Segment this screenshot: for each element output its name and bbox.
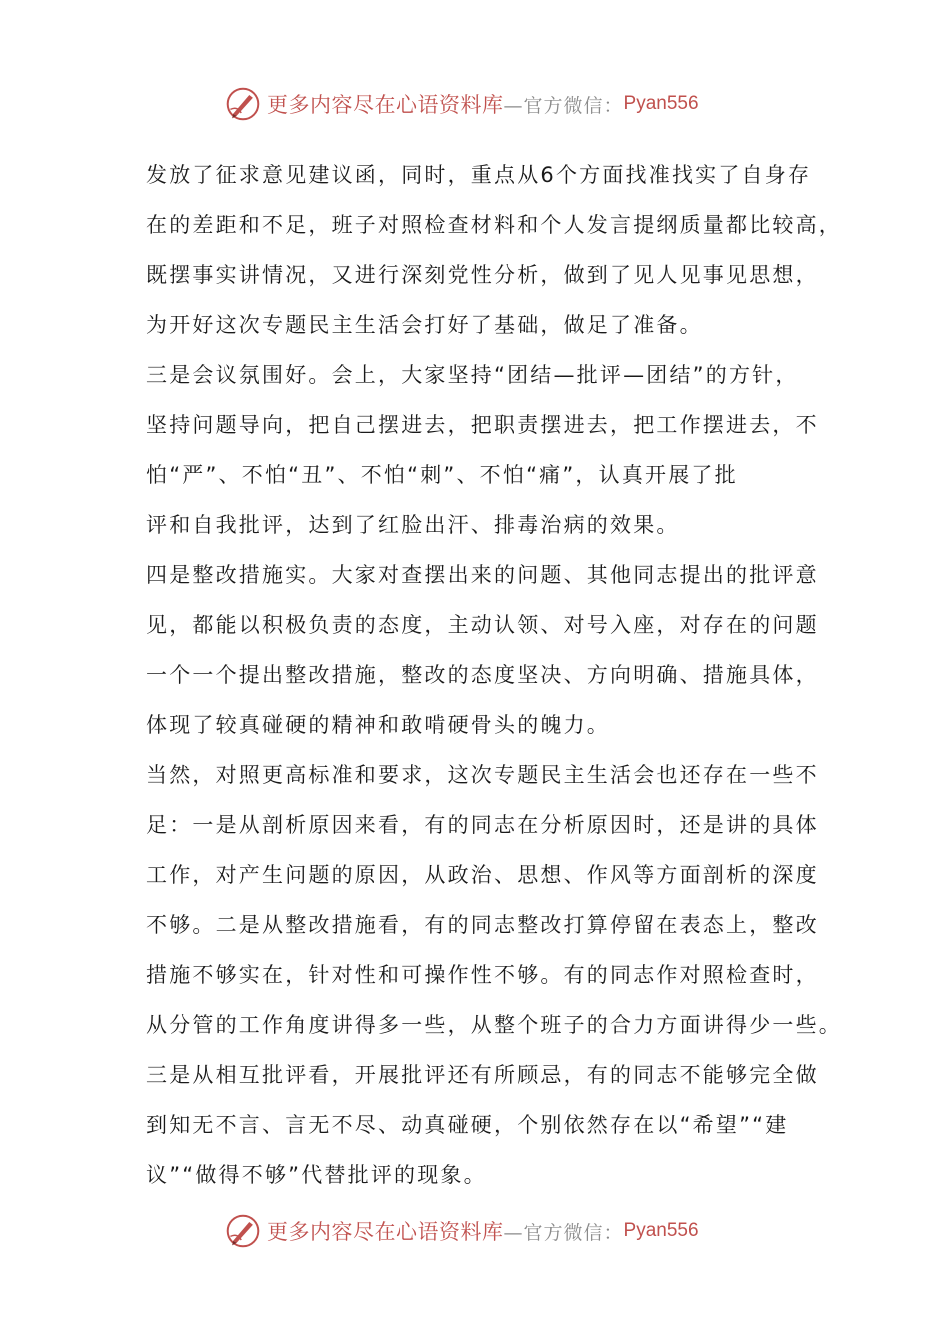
text-line: 工作，对产生问题的原因，从政治、思想、作风等方面剖析的深度: [146, 863, 819, 887]
text-line: 体现了较真碰硬的精神和敢啃硬骨头的魄力。: [146, 713, 610, 737]
text-line: 坚持问题导向，把自己摆进去，把职责摆进去，把工作摆进去，不: [146, 413, 819, 437]
banner-wechat-id: Pyan556: [623, 1220, 699, 1241]
text-line: 三是从相互批评看，开展批评还有所顾忌，有的同志不能够完全做: [146, 1063, 819, 1087]
pen-logo-icon: [225, 1213, 261, 1249]
header-banner: [225, 82, 699, 126]
text-line: 怕“严”、不怕“丑”、不怕“刺”、不怕“痛”，认真开展了批: [146, 463, 738, 487]
banner-subtitle: —官方微信：: [503, 94, 624, 117]
banner-subtitle: —官方微信：: [503, 1221, 624, 1244]
text-line: 在的差距和不足，班子对照检查材料和个人发言提纲质量都比较高，: [146, 213, 842, 237]
text-line: 发放了征求意见建议函，同时，重点从6个方面找准找实了自身存: [146, 163, 812, 187]
body-text: [146, 150, 842, 1200]
text-line: 评和自我批评，达到了红脸出汗、排毒治病的效果。: [146, 513, 680, 537]
text-line: 足：一是从剖析原因来看，有的同志在分析原因时，还是讲的具体: [146, 813, 819, 837]
text-line: 议”“做得不够”代替批评的现象。: [146, 1163, 487, 1187]
footer-banner: [225, 1209, 699, 1253]
text-line: 当然，对照更高标准和要求，这次专题民主生活会也还存在一些不: [146, 763, 819, 787]
pen-logo-icon: [225, 86, 261, 122]
text-line: 见，都能以积极负责的态度，主动认领、对号入座，对存在的问题: [146, 613, 819, 637]
text-line: 到知无不言、言无不尽、动真碰硬，个别依然存在以“希望”“建: [146, 1113, 789, 1137]
text-line: 既摆事实讲情况，又进行深刻党性分析，做到了见人见事见思想，: [146, 263, 819, 287]
banner-title: 更多内容尽在心语资料库: [267, 1220, 504, 1244]
text-line: 一个一个提出整改措施，整改的态度坚决、方向明确、措施具体，: [146, 663, 819, 687]
text-line: 从分管的工作角度讲得多一些，从整个班子的合力方面讲得少一些。: [146, 1013, 842, 1037]
text-line: 不够。二是从整改措施看，有的同志整改打算停留在表态上，整改: [146, 913, 819, 937]
text-line: 为开好这次专题民主生活会打好了基础，做足了准备。: [146, 313, 703, 337]
banner-wechat-id: Pyan556: [623, 93, 699, 114]
text-line: 措施不够实在，针对性和可操作性不够。有的同志作对照检查时，: [146, 963, 819, 987]
text-line: 三是会议氛围好。会上，大家坚持“团结—批评—团结”的方针，: [146, 363, 799, 387]
text-line: 四是整改措施实。大家对查摆出来的问题、其他同志提出的批评意: [146, 563, 819, 587]
banner-title: 更多内容尽在心语资料库: [267, 93, 504, 117]
